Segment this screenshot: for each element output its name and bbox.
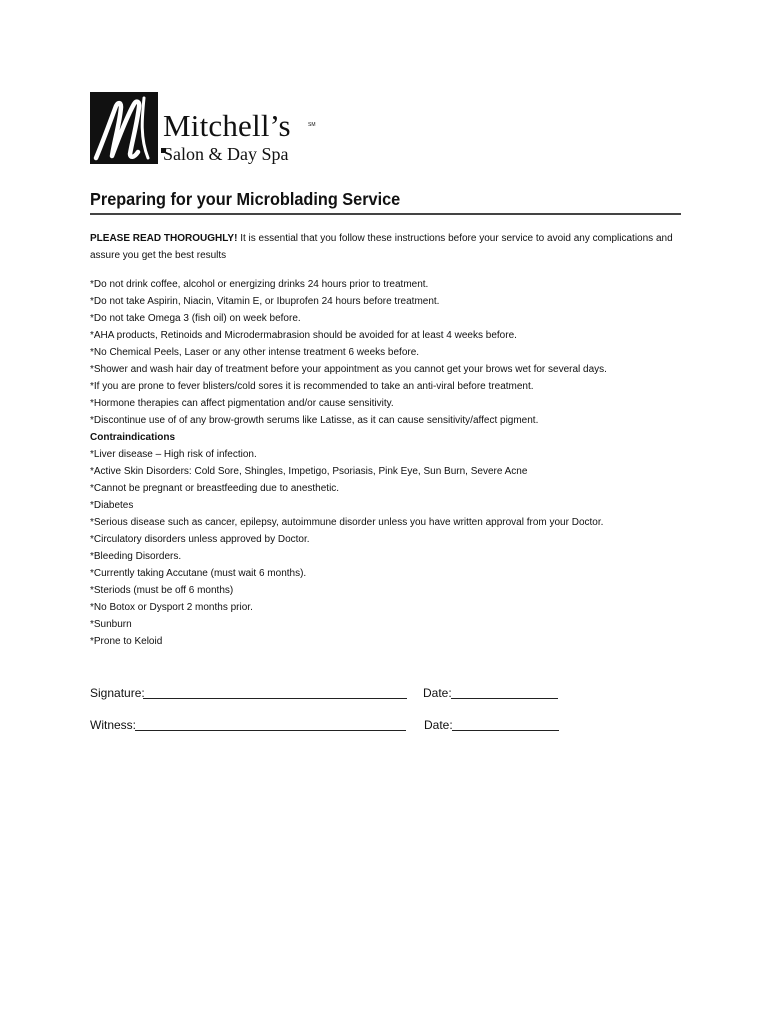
- signature-label: Signature:: [90, 686, 145, 700]
- list-item: *Hormone therapies can affect pigmentation and/or cause sensitivity.: [90, 398, 394, 409]
- title-divider: [90, 213, 681, 215]
- signature-date-field[interactable]: [451, 698, 558, 699]
- list-item: *If you are prone to fever blisters/cold sores it is recommended to take an anti-viral before treatment.: [90, 381, 534, 392]
- intro-lead: PLEASE READ THOROUGHLY!: [90, 233, 238, 244]
- witness-row: [90, 717, 570, 735]
- intro-paragraph: [90, 230, 685, 264]
- witness-date-label: Date:: [424, 718, 453, 732]
- intro-text: It is essential that you follow these instructions before your service to avoid any complications and assure you get the best results: [90, 233, 673, 261]
- list-item: *Do not take Omega 3 (fish oil) on week before.: [90, 313, 301, 324]
- witness-field[interactable]: [135, 730, 406, 731]
- contraindication-item: *Circulatory disorders unless approved by Doctor.: [90, 534, 310, 545]
- contraindication-item: *Prone to Keloid: [90, 636, 163, 647]
- contraindication-item: *Serious disease such as cancer, epilepsy, autoimmune disorder unless you have written approval from your Doctor.: [90, 517, 604, 528]
- contraindication-item: *Cannot be pregnant or breastfeeding due to anesthetic.: [90, 483, 340, 494]
- list-item: *No Chemical Peels, Laser or any other intense treatment 6 weeks before.: [90, 347, 420, 358]
- contraindication-item: *Steriods (must be off 6 months): [90, 585, 234, 596]
- logo-subtitle: Salon & Day Spa: [163, 144, 289, 164]
- contraindication-item: *No Botox or Dysport 2 months prior.: [90, 602, 253, 613]
- signature-row: [90, 685, 570, 703]
- contraindication-item: *Active Skin Disorders: Cold Sore, Shingles, Impetigo, Psoriasis, Pink Eye, Sun Burn, Severe Acne: [90, 466, 528, 477]
- contraindications-heading: Contraindications: [90, 432, 176, 443]
- list-item: *Discontinue use of of any brow-growth serums like Latisse, as it can cause sensitivity/affect pigment.: [90, 415, 539, 426]
- contraindication-item: *Bleeding Disorders.: [90, 551, 182, 562]
- contraindication-item: *Diabetes: [90, 500, 134, 511]
- page-title: Preparing for your Microblading Service: [90, 189, 401, 209]
- signature-field[interactable]: [143, 698, 407, 699]
- mitchells-m-logo-icon: [90, 92, 158, 164]
- list-item: *Do not take Aspirin, Niacin, Vitamin E, or Ibuprofen 24 hours before treatment.: [90, 296, 440, 307]
- contraindication-item: *Liver disease – High risk of infection.: [90, 449, 257, 460]
- salon-logo: [90, 92, 330, 168]
- logo-trademark: SM: [308, 122, 316, 128]
- list-item: *AHA products, Retinoids and Microdermabrasion should be avoided for at least 4 weeks before.: [90, 330, 517, 341]
- list-item: *Do not drink coffee, alcohol or energizing drinks 24 hours prior to treatment.: [90, 279, 429, 290]
- logo-brand-name: Mitchell’s: [163, 108, 291, 143]
- signature-date-label: Date:: [423, 686, 452, 700]
- witness-date-field[interactable]: [452, 730, 559, 731]
- contraindication-item: *Currently taking Accutane (must wait 6 months).: [90, 568, 307, 579]
- witness-label: Witness:: [90, 718, 137, 732]
- list-item: *Shower and wash hair day of treatment before your appointment as you cannot get your brows wet for several days.: [90, 364, 607, 375]
- contraindication-item: *Sunburn: [90, 619, 132, 630]
- instructions-list: [90, 276, 690, 650]
